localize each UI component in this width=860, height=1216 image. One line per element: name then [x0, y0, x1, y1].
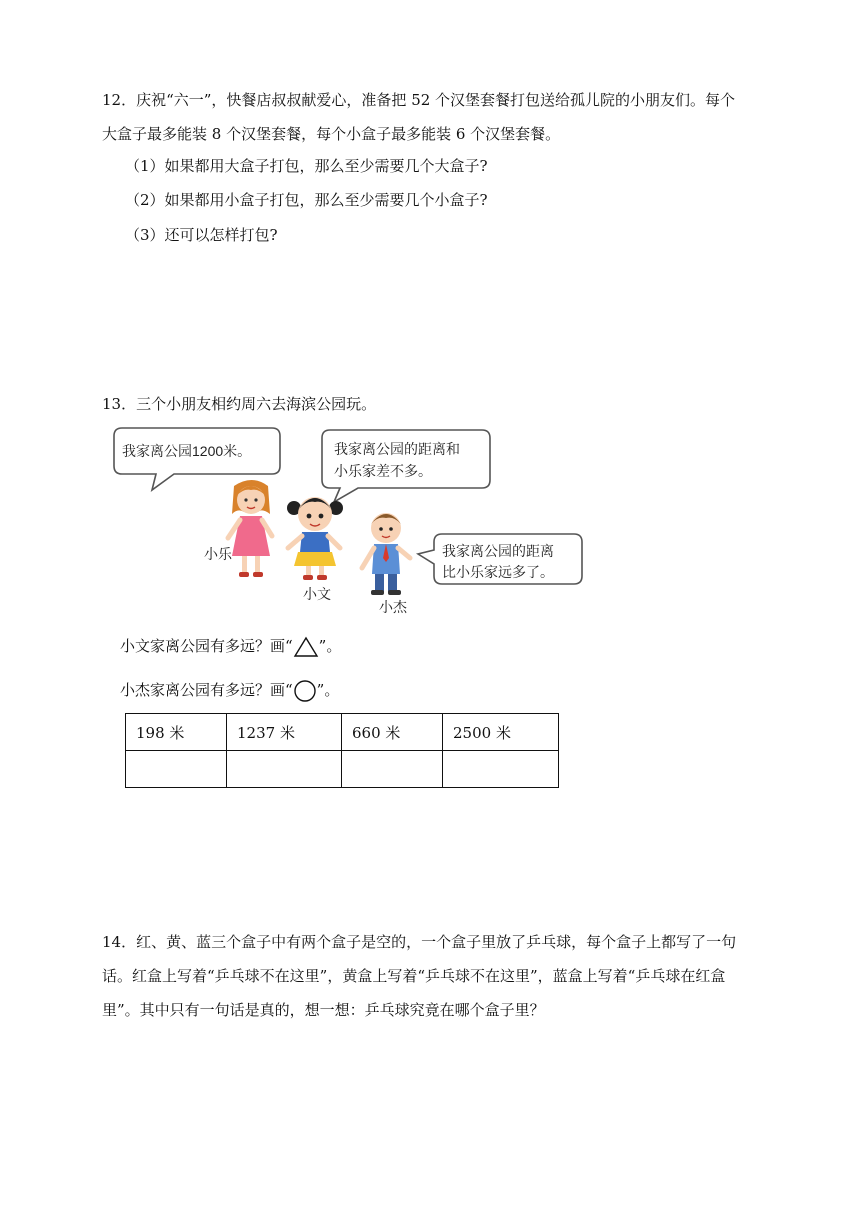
xiaowen-figure: [287, 497, 343, 580]
xiaole-bubble-text: 我家离公园1200米。: [122, 443, 252, 459]
q12-sub1: （1）如果都用大盒子打包，那么至少需要几个大盒子?: [125, 157, 488, 175]
option-cell-198: 198 米: [126, 714, 227, 751]
answer-cell-1[interactable]: [126, 751, 227, 788]
xiaole-figure: [228, 480, 272, 577]
xiaojie-name-label: 小杰: [379, 599, 407, 615]
xiaowen-bubble-line2: 小乐家差不多。: [334, 463, 432, 479]
triangle-icon: [293, 636, 319, 658]
q14-line2: 话。红盒上写着“乒乓球不在这里”，黄盒上写着“乒乓球不在这里”，蓝盒上写着“乒乓球在红盒: [102, 967, 726, 985]
option-cell-660: 660 米: [342, 714, 443, 751]
xiaojie-bubble-line2: 比小乐家远多了。: [442, 564, 554, 580]
distance-answer-table: [125, 713, 559, 788]
q12-sub3: （3）还可以怎样打包?: [125, 226, 278, 244]
table-row-answers: [126, 751, 559, 788]
q13-stem: 13．三个小朋友相约周六去海滨公园玩。: [102, 395, 377, 413]
circle-icon: [293, 679, 317, 703]
xiaojie-figure: [362, 513, 410, 595]
xiaowen-speech-bubble: [322, 430, 490, 502]
children-illustration: [112, 424, 590, 616]
circle-prompt-suffix: ”。: [316, 681, 340, 699]
q14-line1: 14．红、黄、蓝三个盒子中有两个盒子是空的，一个盒子里放了乒乓球，每个盒子上都写了一句: [102, 933, 737, 951]
xiaojie-speech-bubble: [418, 534, 582, 584]
option-cell-2500: 2500 米: [443, 714, 559, 751]
q12-stem-line2: 大盒子最多能装 8 个汉堡套餐，每个小盒子最多能装 6 个汉堡套餐。: [102, 125, 561, 143]
answer-cell-4[interactable]: [443, 751, 559, 788]
circle-prompt-text: 小杰家离公园有多远？画“: [120, 681, 293, 699]
triangle-prompt-text: 小文家离公园有多远？画“: [120, 637, 293, 655]
table-row-options: [126, 714, 559, 751]
xiaowen-name-label: 小文: [303, 586, 331, 602]
xiaowen-bubble-line1: 我家离公园的距离和: [334, 441, 460, 457]
option-cell-1237: 1237 米: [227, 714, 342, 751]
q12-sub2: （2）如果都用小盒子打包，那么至少需要几个小盒子?: [125, 191, 488, 209]
xiaole-name-label: 小乐: [204, 546, 232, 562]
triangle-prompt-suffix: ”。: [318, 637, 342, 655]
q12-stem-line1: 12．庆祝“六一”，快餐店叔叔献爱心，准备把 52 个汉堡套餐打包送给孤儿院的小朋友们。每个: [102, 91, 736, 109]
answer-cell-2[interactable]: [227, 751, 342, 788]
q13-prompt-circle: [120, 678, 339, 703]
xiaojie-bubble-line1: 我家离公园的距离: [442, 543, 554, 559]
answer-cell-3[interactable]: [342, 751, 443, 788]
q13-prompt-triangle: [120, 634, 341, 658]
q14-line3: 里”。其中只有一句话是真的，想一想：乒乓球究竟在哪个盒子里？: [102, 1001, 545, 1019]
